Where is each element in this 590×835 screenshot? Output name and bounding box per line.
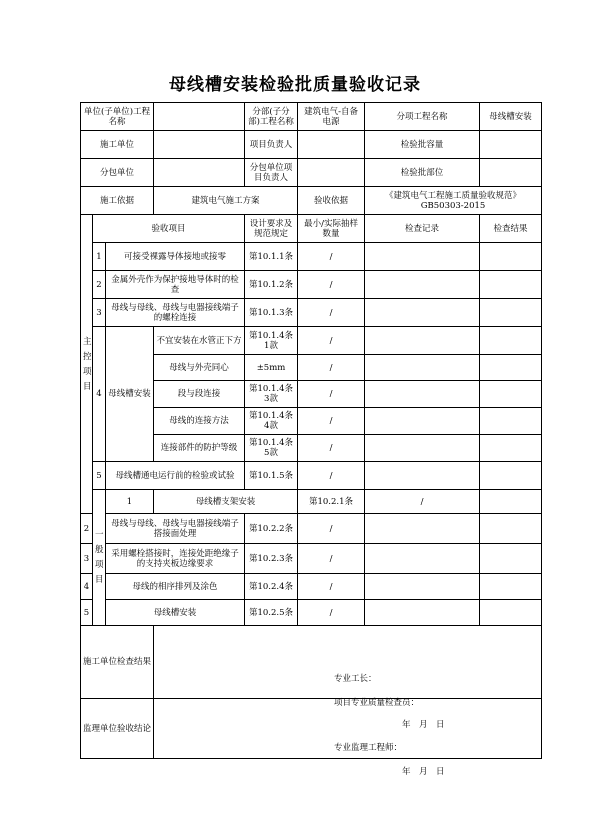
subcontract-leader-label: 分包单位项目负责人 [245, 159, 298, 187]
header-row-construction [81, 131, 542, 159]
header-row-subcontract [81, 159, 542, 187]
header-row-unit [81, 103, 542, 131]
item-sample: / [298, 435, 365, 462]
inspection-form-table [80, 102, 542, 777]
project-leader-field[interactable] [298, 131, 365, 159]
subdivision-value: 建筑电气-自备电源 [298, 103, 365, 131]
item-clause: 第10.1.4条3款 [245, 381, 298, 408]
check-result-cell[interactable] [480, 271, 542, 299]
section-char: 一 [95, 530, 104, 540]
item-sample: / [365, 490, 480, 514]
item-text: 母线与母线、母线与电器接线端子搭接面处理 [106, 514, 245, 544]
check-result-cell[interactable] [480, 462, 542, 490]
item-text: 可接受裸露导体接地或接零 [106, 243, 245, 271]
item-sample: / [298, 408, 365, 435]
supervision-row [81, 699, 542, 759]
table-row [81, 490, 542, 514]
table-row [81, 574, 542, 600]
item-sample: / [298, 600, 365, 626]
item-sample: / [298, 381, 365, 408]
check-record-cell[interactable] [365, 408, 480, 435]
item-clause: 第10.2.4条 [245, 574, 298, 600]
sub-item-text: 段与段连接 [154, 381, 245, 408]
check-result-cell[interactable] [480, 514, 542, 544]
supervision-conclusion-label: 监理单位验收结论 [81, 699, 154, 759]
sub-item-text: 母线与外壳同心 [154, 355, 245, 381]
item-number: 3 [93, 299, 106, 327]
date-label: 年 月 日 [402, 720, 445, 730]
acceptance-basis-value: 《建筑电气工程施工质量验收规范》GB50303-2015 [365, 187, 542, 215]
page-title: 母线槽安装检验批质量验收记录 [169, 75, 421, 95]
construction-basis-label: 施工依据 [81, 187, 154, 215]
item-text: 母线与母线、母线与电器接线端子的螺栓连接 [106, 299, 245, 327]
table-row [81, 327, 542, 355]
item-clause: 第10.1.4条1款 [245, 327, 298, 355]
date-label: 年 月 日 [402, 766, 445, 777]
item-number: 1 [106, 490, 154, 514]
item-sample: / [298, 544, 365, 574]
section-char: 般 [95, 545, 104, 555]
check-result-cell[interactable] [480, 435, 542, 462]
check-record-cell[interactable] [365, 243, 480, 271]
item-clause: 第10.1.4条5款 [245, 435, 298, 462]
check-result-cell[interactable] [480, 355, 542, 381]
item-clause: ±5mm [245, 355, 298, 381]
subcontract-leader-field[interactable] [298, 159, 365, 187]
check-record-cell[interactable] [365, 381, 480, 408]
check-result-cell[interactable] [480, 408, 542, 435]
batch-capacity-field[interactable] [480, 131, 542, 159]
section-char: 控 [83, 351, 92, 362]
item-clause: 第10.2.2条 [245, 514, 298, 544]
check-record-cell[interactable] [365, 327, 480, 355]
check-record-cell[interactable] [365, 299, 480, 327]
header-row-basis [81, 187, 542, 215]
project-leader-label: 项目负责人 [245, 131, 298, 159]
item-text: 母线槽安装 [106, 600, 245, 626]
table-row [81, 462, 542, 490]
main-control-section-label [81, 215, 93, 514]
item-text: 金属外壳作为保护接地导体时的检查 [106, 271, 245, 299]
item-number: 5 [81, 600, 93, 626]
item-clause: 第10.2.1条 [298, 490, 365, 514]
item-text: 采用螺栓搭接时，连接处距绝缘子的支持夹板边缘要求 [106, 544, 245, 574]
construction-check-row [81, 626, 542, 699]
item-sample: / [298, 574, 365, 600]
sub-item-text: 连接部件的防护等级 [154, 435, 245, 462]
item-clause: 第10.1.3条 [245, 299, 298, 327]
check-record-cell[interactable] [365, 514, 480, 544]
table-row [81, 544, 542, 574]
item-number: 3 [81, 544, 93, 574]
construction-check-label: 施工单位检查结果 [81, 626, 154, 699]
supervising-engineer-label: 专业监理工程师： [334, 742, 403, 753]
construction-check-area[interactable] [154, 626, 542, 730]
unit-name-field[interactable] [154, 103, 245, 131]
construction-basis-value: 建筑电气施工方案 [154, 187, 298, 215]
item-clause: 第10.1.2条 [245, 271, 298, 299]
quality-inspector-label: 项目专业质量检查员： [334, 698, 420, 708]
section-char: 主 [83, 336, 92, 347]
item-sample: / [298, 299, 365, 327]
check-record-cell[interactable] [365, 544, 480, 574]
item-clause: 第10.1.5条 [245, 462, 298, 490]
section-char: 项 [83, 366, 92, 377]
check-record-cell[interactable] [365, 600, 480, 626]
check-result-cell[interactable] [480, 327, 542, 355]
table-row [81, 271, 542, 299]
item-number: 2 [93, 271, 106, 299]
item-text: 母线槽通电运行前的检验或试验 [106, 462, 245, 490]
batch-capacity-label: 检验批容量 [365, 131, 480, 159]
section-char: 目 [95, 575, 104, 585]
item-clause: 第10.1.4条4款 [245, 408, 298, 435]
acceptance-basis-label: 验收依据 [298, 187, 365, 215]
item-number: 2 [81, 514, 93, 544]
sub-item-text: 不宜安装在水管正下方 [154, 327, 245, 355]
sub-item-text: 母线的连接方法 [154, 408, 245, 435]
item-number: 4 [93, 327, 106, 462]
item-sample: / [298, 462, 365, 490]
unit-name-label: 单位(子单位)工程名称 [81, 103, 154, 131]
check-record-cell[interactable] [365, 435, 480, 462]
subcontract-unit-label: 分包单位 [81, 159, 154, 187]
col-header-item: 验收项目 [93, 215, 245, 243]
item-number: 1 [93, 243, 106, 271]
check-record-cell[interactable] [365, 355, 480, 381]
construction-unit-label: 施工单位 [81, 131, 154, 159]
check-result-cell[interactable] [480, 600, 542, 626]
item-project-value: 母线槽安装 [480, 103, 542, 131]
column-header-row [81, 215, 542, 243]
item-sample: / [298, 355, 365, 381]
subdivision-label: 分部(子分部)工程名称 [245, 103, 298, 131]
section-char: 目 [83, 381, 92, 392]
check-record-cell[interactable] [365, 574, 480, 600]
table-row [81, 514, 542, 544]
check-result-cell[interactable] [480, 381, 542, 408]
item-text: 母线槽支架安装 [154, 490, 298, 514]
item-clause: 第10.2.5条 [245, 600, 298, 626]
table-row [81, 600, 542, 626]
item-sample: / [298, 243, 365, 271]
check-result-cell[interactable] [480, 574, 542, 600]
col-header-sample: 最小/实际抽样数量 [298, 215, 365, 243]
item-sample: / [298, 327, 365, 355]
item-sample: / [298, 514, 365, 544]
subcontract-unit-field[interactable] [154, 159, 245, 187]
batch-location-label: 检验批部位 [365, 159, 480, 187]
table-row [81, 243, 542, 271]
check-record-cell[interactable] [365, 271, 480, 299]
item-group-label: 母线槽安装 [106, 327, 154, 462]
item-project-label: 分项工程名称 [365, 103, 480, 131]
col-header-design: 设计要求及规范规定 [245, 215, 298, 243]
item-sample: / [298, 271, 365, 299]
check-result-cell[interactable] [480, 243, 542, 271]
item-text: 母线的相序排列及涂色 [106, 574, 245, 600]
table-row [81, 299, 542, 327]
item-clause: 第10.2.3条 [245, 544, 298, 574]
col-header-record: 检查记录 [365, 215, 480, 243]
check-record-cell[interactable] [480, 490, 542, 514]
general-section-label [93, 490, 106, 626]
col-header-result: 检查结果 [480, 215, 542, 243]
check-result-cell[interactable] [480, 544, 542, 574]
check-result-cell[interactable] [480, 299, 542, 327]
check-record-cell[interactable] [365, 462, 480, 490]
item-number: 4 [81, 574, 93, 600]
batch-location-field[interactable] [480, 159, 542, 187]
section-char: 项 [95, 560, 104, 570]
item-number: 5 [93, 462, 106, 490]
foreman-label: 专业工长： [334, 674, 377, 684]
item-clause: 第10.1.1条 [245, 243, 298, 271]
construction-unit-field[interactable] [154, 131, 245, 159]
